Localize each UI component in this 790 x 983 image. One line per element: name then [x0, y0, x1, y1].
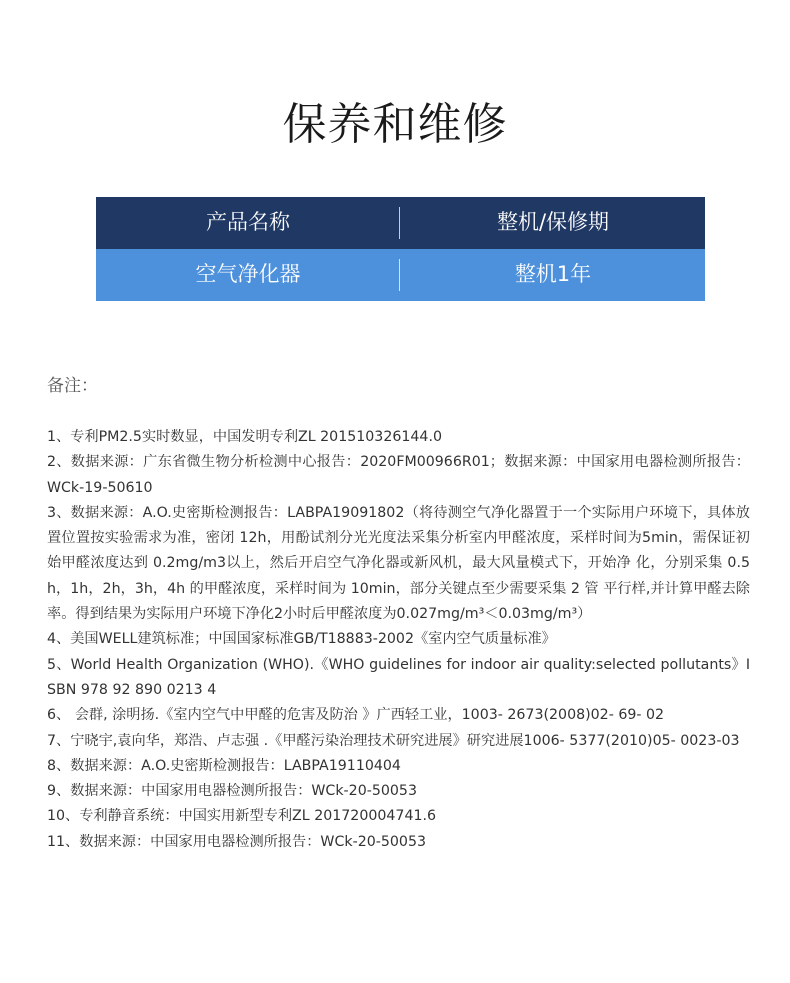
note-item: 10、专利静音系统：中国实用新型专利ZL 201720004741.6: [47, 808, 437, 825]
notes-list: [47, 425, 750, 855]
note-item: 2、数据来源：广东省微生物分析检测中心报告：2020FM00966R01；数据来源：中国家用电器检测所报告：WCk-19-50610: [47, 454, 750, 496]
cell-product-name: 空气净化器: [195, 262, 301, 286]
note-item: 4、美国WELL建筑标准；中国国家标准GB/T18883-2002《室内空气质量标准》: [47, 631, 556, 648]
column-divider: [399, 259, 400, 291]
notes-title: 备注：: [47, 376, 98, 396]
note-item: 7、宁晓宇,袁向华，郑浩、卢志强 .《甲醛污染治理技术研究进展》研究进展1006- 5377(2010)05- 0023-03: [47, 732, 740, 749]
header-warranty: 整机/保修期: [496, 210, 610, 234]
cell-warranty: 整机1年: [514, 262, 592, 286]
column-divider: [399, 207, 400, 239]
note-item: 6、 会群, 涂明扬.《室内空气中甲醛的危害及防治 》广西轻工业，1003- 2673(2008)02- 69- 02: [47, 707, 665, 724]
warranty-table: [96, 197, 705, 301]
table-header-row: [96, 197, 705, 249]
header-product-name: 产品名称: [206, 210, 290, 234]
table-row: [96, 249, 705, 301]
page-title: 保养和维修: [282, 99, 508, 150]
note-item: 5、World Health Organization (WHO).《WHO guidelines for indoor air quality:selected pollutants》ISBN 978 92 890 0213 4: [47, 656, 750, 698]
note-item: 11、数据来源：中国家用电器检测所报告：WCk-20-50053: [47, 833, 427, 850]
note-item: 9、数据来源：中国家用电器检测所报告：WCk-20-50053: [47, 783, 417, 800]
note-item: 8、数据来源：A.O.史密斯检测报告：LABPA19110404: [47, 757, 401, 774]
note-item: 3、数据来源：A.O.史密斯检测报告：LABPA19091802（将待测空气净化器置于一个实际用户环境下，具体放置位置按实验需求为准，密闭 12h，用酚试剂分光光度法采集分析室内甲醛浓度，采样时间为5min，需保证初始甲醛浓度达到 0.2mg/m3以上，然后开启空气净化器或新风机，最大风量模式下，开始净 化，分别采集 0.5h，1h，2h，3h，4h 的甲醛浓度，采样时间为 10min，部分关键点至少需要采集 2 管 平行样,并计算甲醛去除率。得到结果为实际用户环境下净化2小时后甲醛浓度为0.027mg/m³＜0.03mg/m³）: [47, 504, 750, 623]
note-item: 1、专利PM2.5实时数显，中国发明专利ZL 201510326144.0: [47, 429, 442, 445]
